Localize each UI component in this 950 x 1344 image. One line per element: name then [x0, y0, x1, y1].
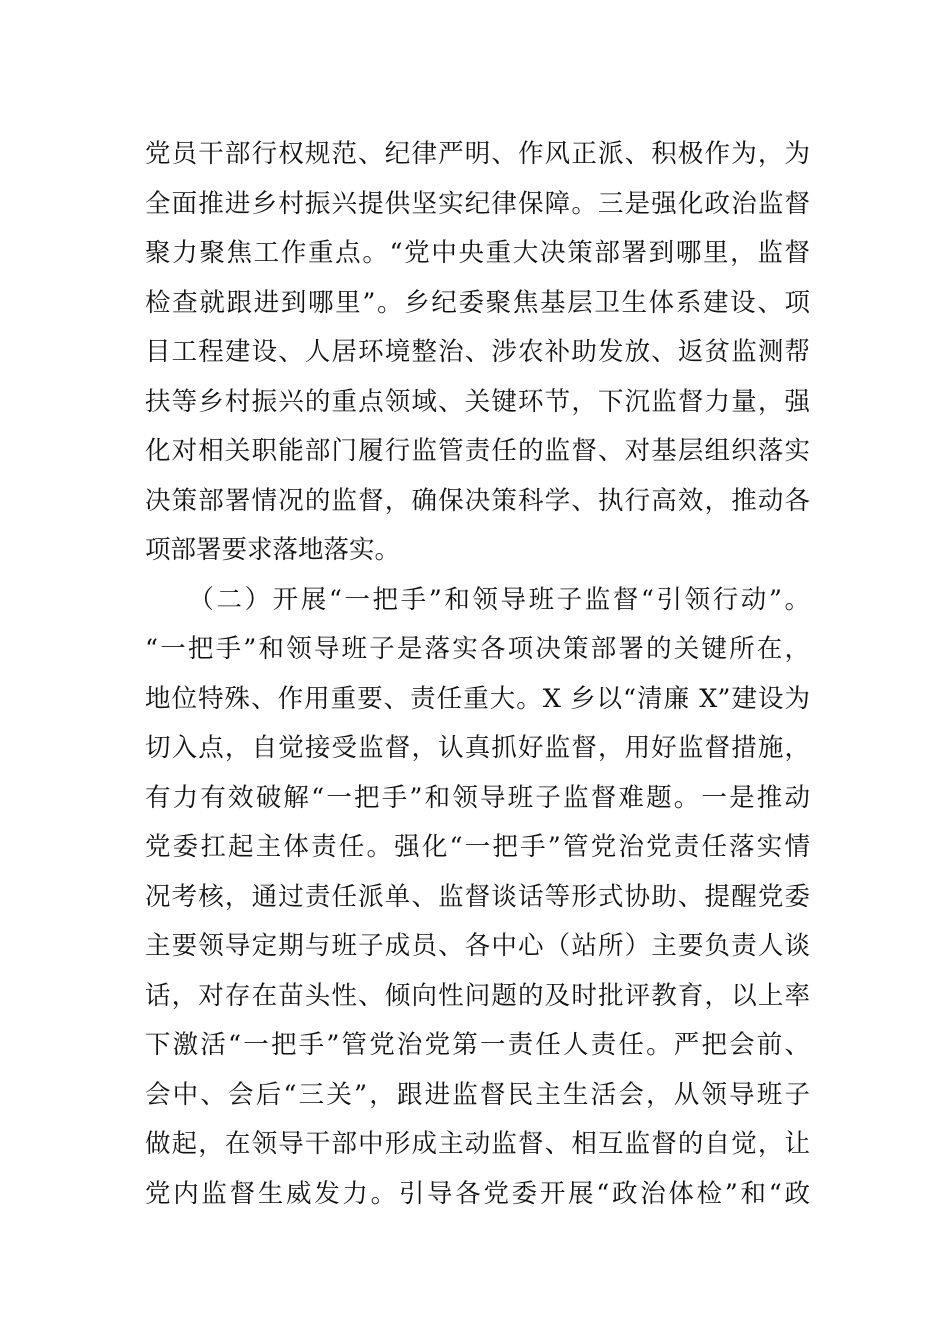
text-line: 目工程建设、人居环境整治、涉农补助发放、返贫监测帮 — [145, 337, 810, 367]
text-line: 扶等乡村振兴的重点领域、关键环节，下沉监督力量，强 — [145, 386, 810, 417]
text-line: 化对相关职能部门履行监管责任的监督、对基层组织落实 — [145, 436, 810, 466]
text-line-paragraph-end: 项部署要求落地落实。 — [145, 535, 401, 565]
text-line: “一把手”和领导班子是落实各项决策部署的关键所在， — [145, 634, 810, 664]
text-line: 地位特殊、作用重要、责任重大。X 乡以“清廉 X”建设为 — [145, 683, 810, 714]
body-text — [145, 130, 810, 1219]
text-line: 全面推进乡村振兴提供坚实纪律保障。三是强化政治监督 — [145, 188, 810, 219]
text-line: 决策部署情况的监督，确保决策科学、执行高效，推动各 — [145, 485, 810, 516]
text-line: 下激活“一把手”管党治党第一责任人责任。严把会前、 — [145, 1030, 810, 1060]
text-line: 况考核，通过责任派单、监督谈话等形式协助、提醒党委 — [145, 881, 810, 912]
text-line: 话，对存在苗头性、倾向性问题的及时批评教育，以上率 — [145, 980, 810, 1011]
text-line: 党内监督生威发力。引导各党委开展“政治体检”和“政 — [145, 1178, 810, 1209]
text-line: 检查就跟进到哪里”。乡纪委聚焦基层卫生体系建设、项 — [145, 287, 810, 318]
section-heading-line: （二）开展“一把手”和领导班子监督“引领行动”。 — [145, 584, 810, 615]
text-line: 主要领导定期与班子成员、各中心（站所）主要负责人谈 — [145, 931, 810, 961]
text-line: 聚力聚焦工作重点。“党中央重大决策部署到哪里，监督 — [145, 238, 810, 268]
text-line: 会中、会后“三关”，跟进监督民主生活会，从领导班子 — [145, 1079, 810, 1110]
text-line: 切入点，自觉接受监督，认真抓好监督，用好监督措施， — [145, 733, 810, 763]
text-line: 有力有效破解“一把手”和领导班子监督难题。一是推动 — [145, 782, 810, 813]
text-line: 党员干部行权规范、纪律严明、作风正派、积极作为，为 — [145, 139, 810, 169]
text-line: 做起，在领导干部中形成主动监督、相互监督的自觉，让 — [145, 1129, 810, 1159]
text-line: 党委扛起主体责任。强化“一把手”管党治党责任落实情 — [145, 832, 810, 862]
